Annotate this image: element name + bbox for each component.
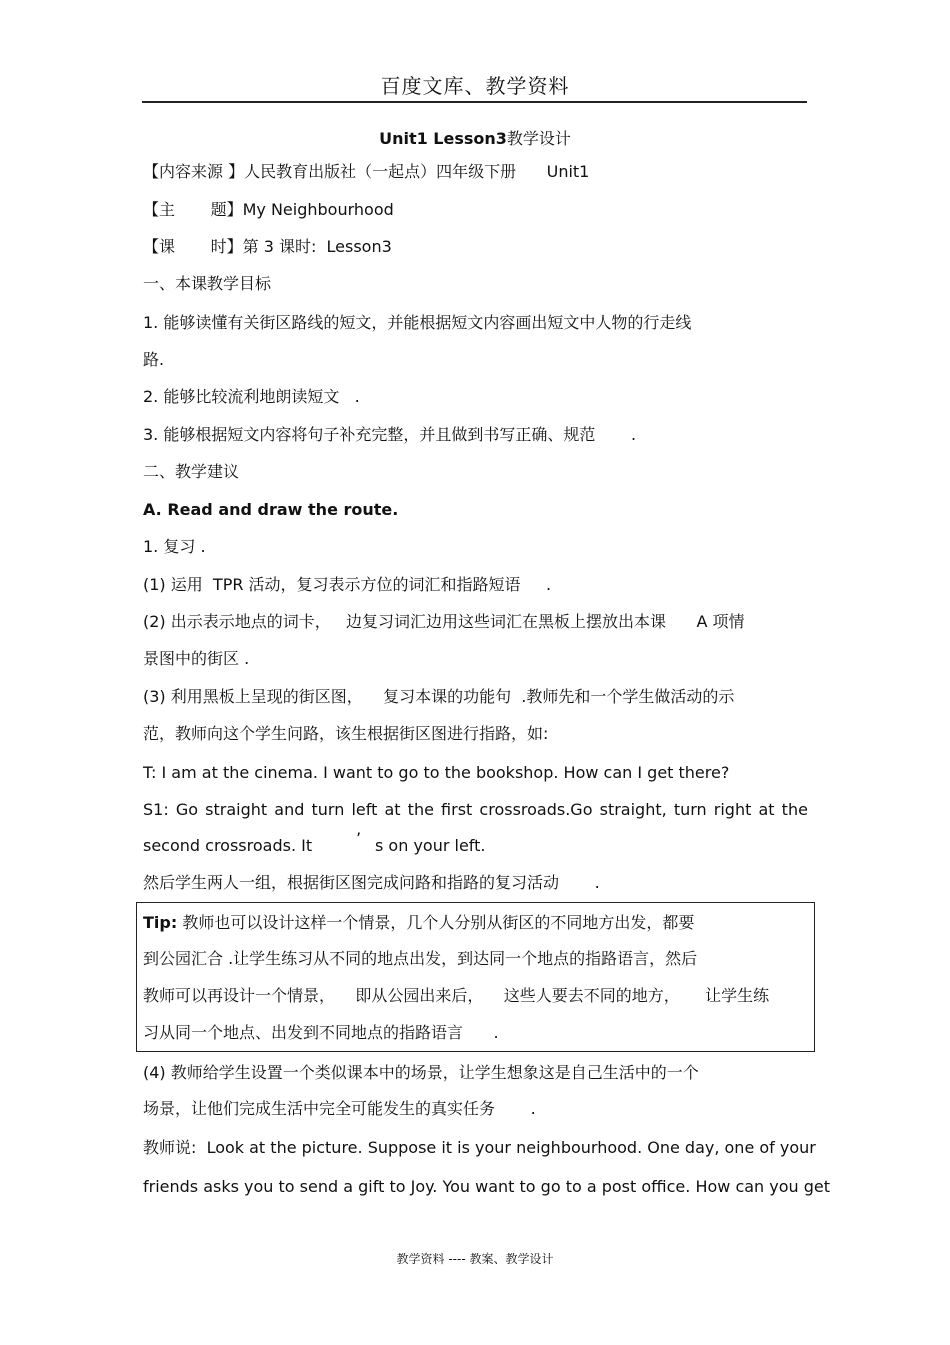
page-footer: 教学资料 ---- 教案、教学设计 [396,1252,554,1266]
tip-line-2: 到公园汇合 .让学生练习从不同的地点出发，到达同一个地点的指路语言，然后 [143,949,698,968]
tip-line-1 [143,912,694,934]
teacher-says-line-a: 教师说: Look at the picture. Suppose it is your neighbourhood. One day, one of your [143,1138,816,1157]
word: straight [205,800,268,819]
word: the [781,800,808,819]
word: Go [175,800,199,819]
document-title-en: Unit1 Lesson3 [379,129,507,148]
apostrophe: ’ [356,829,362,848]
goal-3: 3. 能够根据短文内容将句子补充完整，并且做到书写正确、规范 . [143,425,637,444]
dialog-student-line-b: second crossroads. It [143,836,313,855]
document-title-cn: 教学设计 [506,129,571,148]
word: at [384,800,401,819]
word: left [351,800,378,819]
tip-line-4: 习从同一个地点、出发到不同地点的指路语言 . [143,1023,499,1042]
section2-heading: 二、教学建议 [143,462,240,481]
teacher-says-line-b: friends asks you to send a gift to Joy. You want to go to a post office. How can you get [143,1177,831,1196]
word: turn [673,800,707,819]
page-header-title: 百度文库、教学资料 [380,74,570,98]
review-item-3-line-b: 范，教师向这个学生问路，该生根据街区图进行指路，如: [143,724,549,743]
word: first [441,800,473,819]
meta-period: 【课 时】第 3 课时: Lesson3 [143,237,392,256]
goal-2: 2. 能够比较流利地朗读短文 . [143,387,360,406]
word: turn [311,800,345,819]
dialog-teacher: T: I am at the cinema. I want to go to the bookshop. How can I get there? [143,763,730,782]
review-item-2-line-a: (2) 出示表示地点的词卡， 边复习词汇边用这些词汇在黑板上摆放出本课 A 项情 [143,612,745,631]
word: right [713,800,752,819]
tip-label: Tip: [143,913,178,932]
tip-line-3: 教师可以再设计一个情景， 即从公园出来后， 这些人要去不同的地方， 让学生练 [143,986,770,1005]
section1-heading: 一、本课教学目标 [143,274,272,293]
review-item-4-line-a: (4) 教师给学生设置一个类似课本中的场景，让学生想象这是自己生活中的一个 [143,1063,699,1082]
part-a-heading: A. Read and draw the route. [143,500,399,519]
word: straight, [599,800,667,819]
review-item-3-line-a: (3) 利用黑板上呈现的街区图， 复习本课的功能句 .教师先和一个学生做活动的示 [143,687,735,706]
word: and [274,800,305,819]
review-item-2-line-b: 景图中的街区 . [143,649,250,668]
review-item-1: (1) 运用 TPR 活动，复习表示方位的词汇和指路短语 . [143,575,552,594]
dialog-student-line-a [143,799,808,821]
word: at [758,800,775,819]
document-title [0,126,950,149]
review-item-4-line-b: 场景，让他们完成生活中完全可能发生的真实任务 . [143,1099,536,1118]
word: crossroads.Go [479,800,593,819]
pair-activity: 然后学生两人一组，根据街区图完成问路和指路的复习活动 . [143,873,600,892]
tip-line-1-text: 教师也可以设计这样一个情景，几个人分别从街区的不同地方出发，都要 [177,913,695,932]
word: S1: [143,800,169,819]
goal-1-line-b: 路. [143,350,165,369]
meta-source: 【内容来源 】人民教育出版社（一起点）四年级下册 Unit1 [143,162,590,181]
dialog-student-line-c: s on your left. [375,836,486,855]
goal-1-line-a: 1. 能够读懂有关街区路线的短文，并能根据短文内容画出短文中人物的行走线 [143,313,692,332]
review-step: 1. 复习 . [143,537,206,556]
header-divider [142,101,807,103]
meta-topic: 【主 题】My Neighbourhood [143,200,394,219]
word: the [407,800,434,819]
